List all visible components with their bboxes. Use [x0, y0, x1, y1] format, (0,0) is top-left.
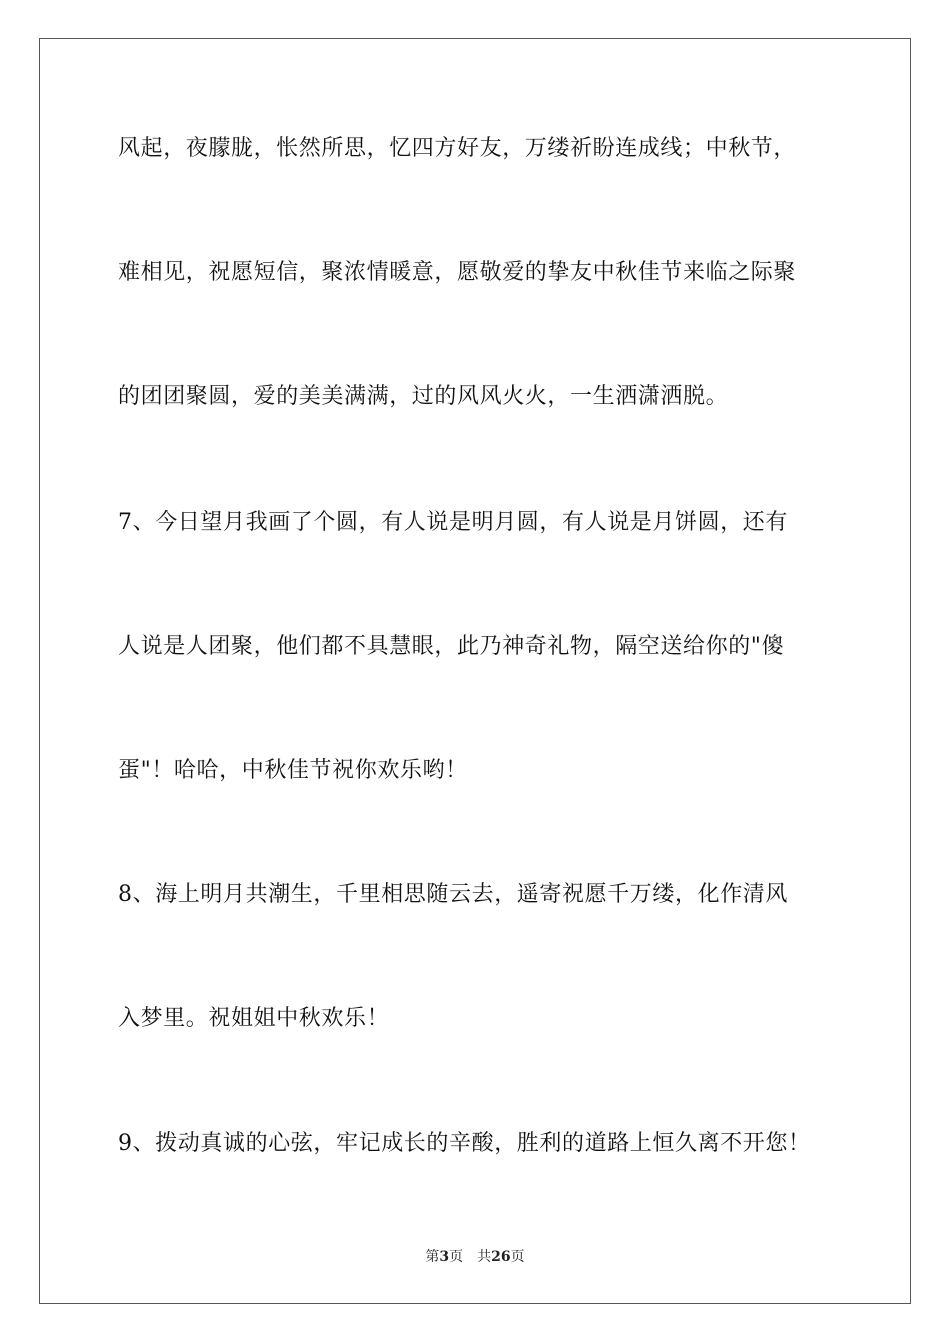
text-line-1: 风起，夜朦胧，怅然所思，忆四方好友，万缕祈盼连成线；中秋节， — [118, 136, 797, 161]
text-line-4: 7、今日望月我画了个圆，有人说是明月圆，有人说是月饼圆，还有 — [118, 510, 788, 535]
page-suffix: 页 — [449, 1249, 464, 1265]
text-line-8: 入梦里。祝姐姐中秋欢乐！ — [118, 1006, 390, 1031]
page-prefix: 第 — [425, 1249, 440, 1265]
text-line-7: 8、海上明月共潮生，千里相思随云去，遥寄祝愿千万缕，化作清风 — [118, 882, 788, 907]
total-pages: 26 — [491, 1249, 511, 1265]
text-line-6: 蛋"！哈哈，中秋佳节祝你欢乐哟！ — [118, 758, 468, 783]
page-number: 3 — [439, 1249, 450, 1265]
total-prefix: 共 — [477, 1249, 492, 1265]
text-line-2: 难相见，祝愿短信，聚浓情暖意，愿敬爱的挚友中秋佳节来临之际聚 — [118, 260, 797, 285]
page-footer — [0, 1247, 950, 1267]
text-line-5: 人说是人团聚，他们都不具慧眼，此乃神奇礼物，隔空送给你的"傻 — [118, 634, 785, 659]
text-line-3: 的团团聚圆，爱的美美满满，过的风风火火，一生洒潇洒脱。 — [118, 384, 729, 409]
text-line-9: 9、拨动真诚的心弦，牢记成长的辛酸，胜利的道路上恒久离不开您！ — [118, 1131, 811, 1156]
total-suffix: 页 — [510, 1249, 525, 1265]
page-border — [39, 38, 911, 1304]
